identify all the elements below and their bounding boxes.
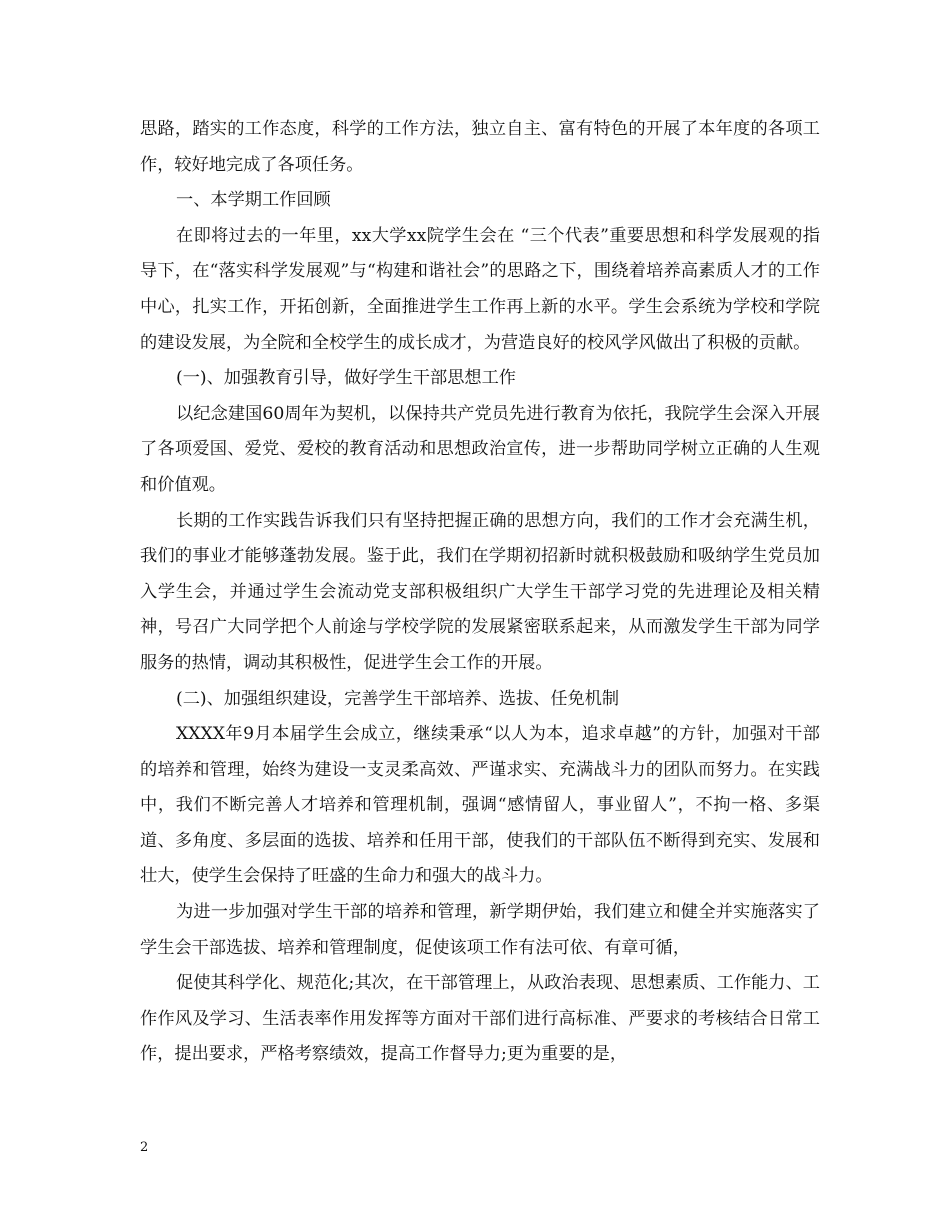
document-body bbox=[140, 112, 820, 1073]
paragraph-3: 在即将过去的一年里，xx大学xx院学生会在 “三个代表”重要思想和科学发展观的指导下，在“落实科学发展观”与“构建和谐社会”的思路之下，围绕着培养高素质人才的工作中心，扎实工作，开拓创新，全面推进学生工作再上新的水平。学生会系统为学校和学院的建设发展，为全院和全校学生的成长成才，为营造良好的校风学风做出了积极的贡献。 bbox=[140, 225, 820, 353]
paragraph-5: 以纪念建国60周年为契机，以保持共产党员先进行教育为依托，我院学生会深入开展了各项爱国、爱党、爱校的教育活动和思想政治宣传，进一步帮助同学树立正确的人生观和价值观。 bbox=[140, 403, 820, 495]
subheading-organization: (二)、加强组织建设，完善学生干部培养、选拔、任免机制 bbox=[176, 688, 620, 709]
paragraph-1: 思路，踏实的工作态度，科学的工作方法，独立自主、富有特色的开展了本年度的各项工作，较好地完成了各项任务。 bbox=[140, 119, 820, 175]
subheading-education: (一)、加强教育引导，做好学生干部思想工作 bbox=[176, 368, 516, 389]
section-heading-review: 一、本学期工作回顾 bbox=[176, 190, 331, 211]
paragraph-6: 长期的工作实践告诉我们只有坚持把握正确的思想方向，我们的工作才会充满生机，我们的事业才能够蓬勃发展。鉴于此，我们在学期初招新时就积极鼓励和吸纳学生党员加入学生会，并通过学生会流动党支部积极组织广大学生干部学习党的先进理论及相关精神，号召广大同学把个人前途与学校学院的发展紧密联系起来，从而激发学生干部为同学服务的热情，调动其积极性，促进学生会工作的开展。 bbox=[140, 510, 820, 673]
paragraph-8: XXXX年9月本届学生会成立，继续秉承“以人为本，追求卓越”的方针，加强对干部的培养和管理，始终为建设一支灵柔高效、严谨求实、充满战斗力的团队而努力。在实践中，我们不断完善人才培养和管理机制，强调“感情留人，事业留人”，不拘一格、多渠道、多角度、多层面的选拔、培养和任用干部，使我们的干部队伍不断得到充实、发展和壮大，使学生会保持了旺盛的生命力和强大的战斗力。 bbox=[140, 724, 820, 887]
page-number: 2 bbox=[140, 1140, 149, 1155]
paragraph-9: 为进一步加强对学生干部的培养和管理，新学期伊始，我们建立和健全并实施落实了学生会干部选拔、培养和管理制度，促使该项工作有法可依、有章可循， bbox=[140, 902, 820, 958]
paragraph-10: 促使其科学化、规范化;其次，在干部管理上，从政治表现、思想素质、工作能力、工作作风及学习、生活表率作用发挥等方面对干部们进行高标准、严要求的考核结合日常工作，提出要求，严格考察绩效，提高工作督导力;更为重要的是， bbox=[140, 973, 820, 1065]
